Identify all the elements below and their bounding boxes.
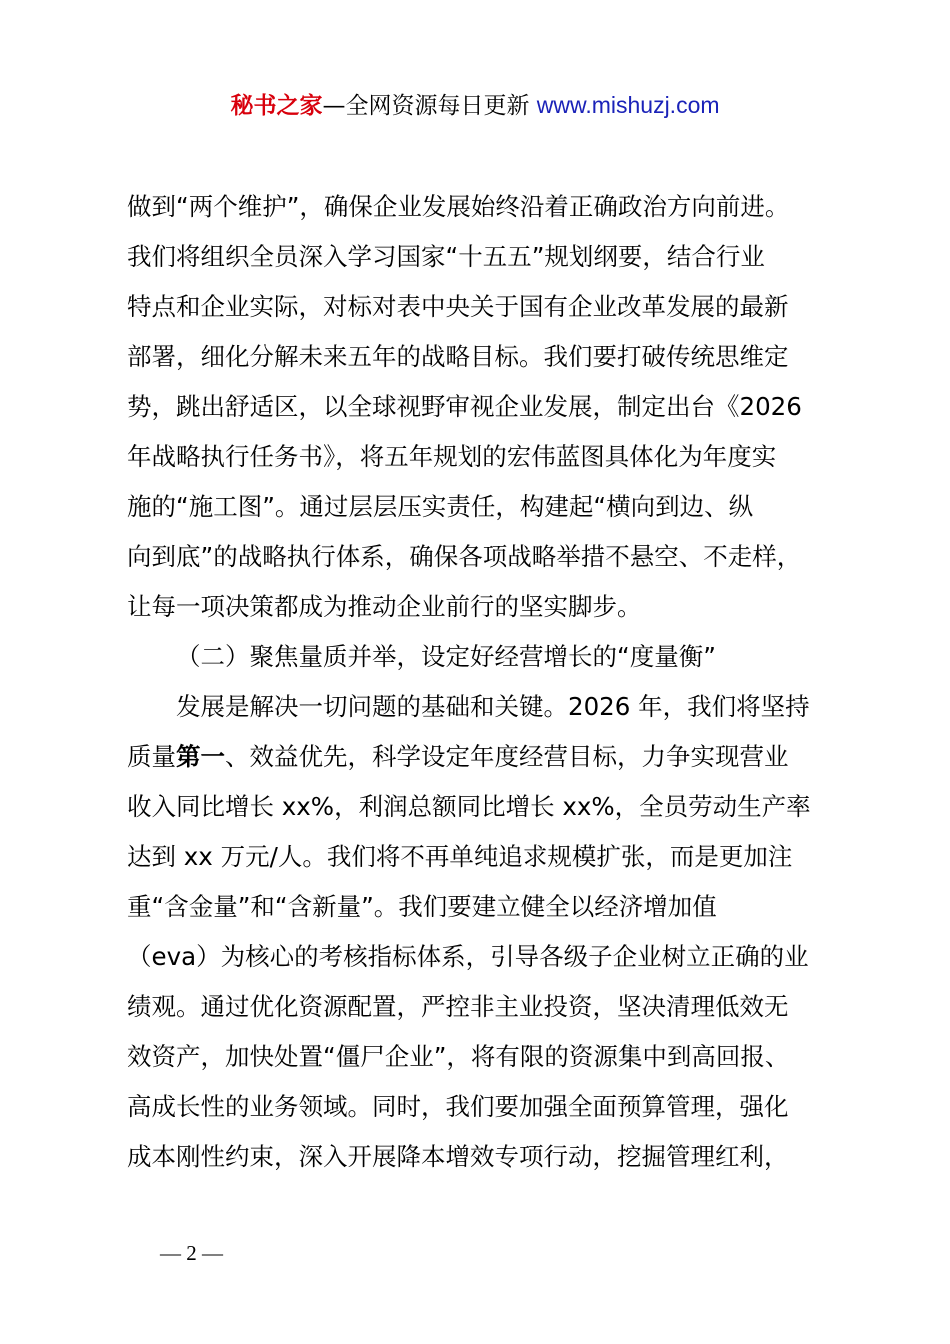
paragraph-line: 发展是解决一切问题的基础和关键。2026 年，我们将坚持 xyxy=(176,692,810,721)
header-tagline: —全网资源每日更新 xyxy=(322,93,530,119)
paragraph-line: 部署，细化分解未来五年的战略目标。我们要打破传统思维定 xyxy=(127,342,789,371)
text-run: 质量 xyxy=(127,742,176,771)
site-url-link[interactable]: www.mishuzj.com xyxy=(536,92,720,118)
paragraph-line: 收入同比增长 xx%，利润总额同比增长 xx%，全员劳动生产率 xyxy=(127,792,811,821)
paragraph-line: 绩观。通过优化资源配置，严控非主业投资，坚决清理低效无 xyxy=(127,992,789,1021)
paragraph-line: 成本刚性约束，深入开展降本增效专项行动，挖掘管理红利， xyxy=(127,1142,789,1171)
paragraph-line: 重“含金量”和“含新量”。我们要建立健全以经济增加值 xyxy=(127,892,717,921)
paragraph-line: 施的“施工图”。通过层层压实责任，构建起“横向到边、纵 xyxy=(127,492,754,521)
paragraph-line-mixed xyxy=(127,732,847,782)
bold-text-run: 第一 xyxy=(176,742,225,771)
site-header xyxy=(0,88,950,123)
paragraph-line: （eva）为核心的考核指标体系，引导各级子企业树立正确的业 xyxy=(127,942,809,971)
paragraph-line: 做到“两个维护”，确保企业发展始终沿着正确政治方向前进。 xyxy=(127,192,790,221)
page-number: — 2 — xyxy=(160,1241,223,1265)
paragraph-line: 向到底”的战略执行体系，确保各项战略举措不悬空、不走样， xyxy=(127,542,802,571)
section-heading: （二）聚焦量质并举，设定好经营增长的“度量衡” xyxy=(176,642,716,671)
paragraph-line: 高成长性的业务领域。同时，我们要加强全面预算管理，强化 xyxy=(127,1092,789,1121)
brand-name: 秘书之家 xyxy=(230,93,323,119)
text-run: 、效益优先，科学设定年度经营目标，力争实现营业 xyxy=(225,742,789,771)
paragraph-line: 效资产，加快处置“僵尸企业”，将有限的资源集中到高回报、 xyxy=(127,1042,790,1071)
paragraph-line: 势，跳出舒适区，以全球视野审视企业发展，制定出台《2026 xyxy=(127,392,802,421)
paragraph-line: 达到 xx 万元/人。我们将不再单纯追求规模扩张，而是更加注 xyxy=(127,842,793,871)
paragraph-line: 特点和企业实际，对标对表中央关于国有企业改革发展的最新 xyxy=(127,292,789,321)
document-body xyxy=(127,182,847,1182)
paragraph-line: 让每一项决策都成为推动企业前行的坚实脚步。 xyxy=(127,592,642,621)
paragraph-line: 我们将组织全员深入学习国家“十五五”规划纲要，结合行业 xyxy=(127,242,765,271)
paragraph-line: 年战略执行任务书》，将五年规划的宏伟蓝图具体化为年度实 xyxy=(127,442,777,471)
